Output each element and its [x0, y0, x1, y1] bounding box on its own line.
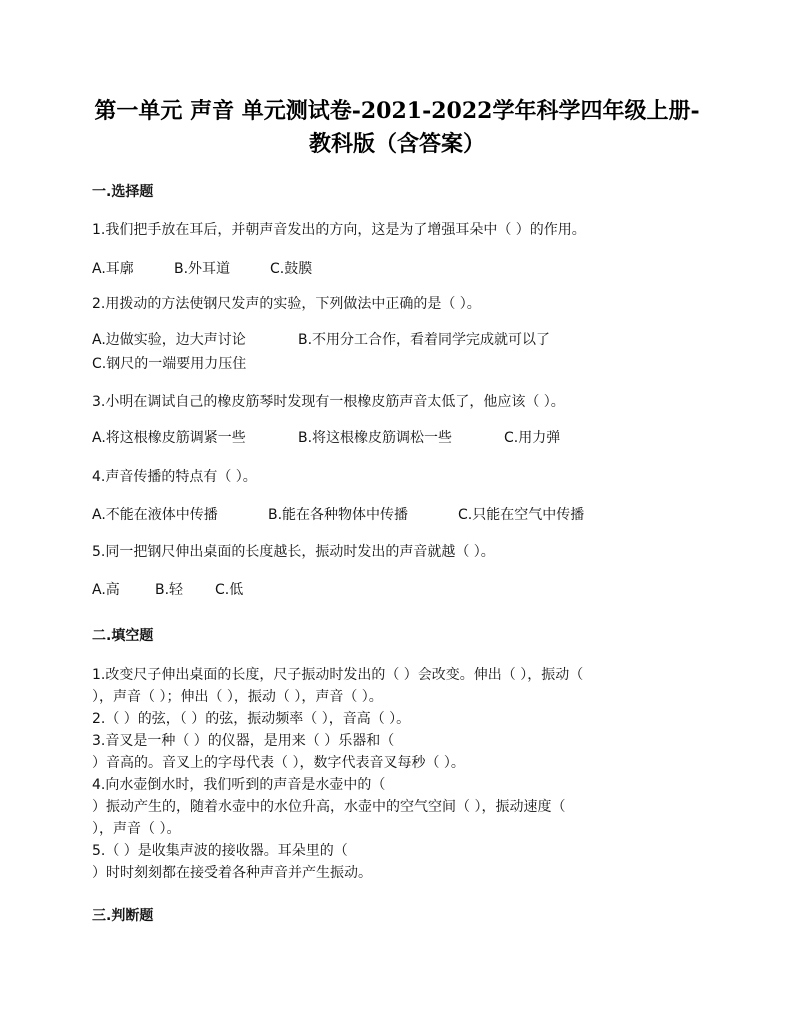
question-options [92, 580, 243, 600]
option-c: C.只能在空气中传播 [458, 507, 585, 523]
question-options [92, 505, 584, 525]
fill-line: ），声音（ ）。 [92, 821, 181, 837]
option-c: C.用力弹 [504, 430, 561, 446]
question-options [92, 259, 312, 279]
question-options [92, 354, 246, 374]
question-options [92, 428, 560, 448]
option-b: B.将这根橡皮筋调松一些 [298, 430, 453, 446]
question-stem: 5.同一把钢尺伸出桌面的长度越长，振动时发出的声音就越（ ）。 [92, 544, 495, 560]
option-b: B.外耳道 [174, 261, 231, 277]
question-stem: 1.我们把手放在耳后，并朝声音发出的方向，这是为了增强耳朵中（ ）的作用。 [92, 222, 586, 238]
option-a: A.不能在液体中传播 [92, 507, 218, 523]
fill-line: 2.（ ）的弦，（ ）的弦，振动频率（ ），音高（ ）。 [92, 711, 411, 727]
section-heading-choice: 一.选择题 [92, 184, 154, 200]
fill-line: 5.（ ）是收集声波的接收器。耳朵里的（ [92, 843, 348, 859]
fill-line: ）振动产生的，随着水壶中的水位升高，水壶中的空气空间（ ），振动速度（ [92, 799, 566, 815]
question-stem: 3.小明在调试自己的橡皮筋琴时发现有一根橡皮筋声音太低了，他应该（ ）。 [92, 394, 565, 410]
document-title-line-2: 教科版（含答案） [308, 131, 485, 157]
option-a: A.将这根橡皮筋调紧一些 [92, 430, 246, 446]
option-c: C.低 [215, 582, 244, 598]
option-c: C.钢尺的一端要用力压住 [92, 356, 247, 372]
section-heading-fill: 二.填空题 [92, 628, 154, 644]
document-title-line-1: 第一单元 声音 单元测试卷-2021-2022学年科学四年级上册- [94, 98, 700, 124]
option-b: B.轻 [155, 582, 184, 598]
question-options [92, 330, 550, 350]
fill-line: ），声音（ ）；伸出（ ），振动（ ），声音（ ）。 [92, 689, 383, 705]
option-b: B.能在各种物体中传播 [268, 507, 409, 523]
question-stem: 2.用拨动的方法使钢尺发声的实验，下列做法中正确的是（ ）。 [92, 296, 481, 312]
option-a: A.耳廓 [92, 261, 134, 277]
fill-line: ）时时刻刻都在接受着各种声音并产生振动。 [92, 865, 372, 881]
option-a: A.高 [92, 582, 120, 598]
fill-line: 1.改变尺子伸出桌面的长度，尺子振动时发出的（ ）会改变。伸出（ ），振动（ [92, 667, 584, 683]
fill-line: 4.向水壶倒水时，我们听到的声音是水壶中的（ [92, 777, 386, 793]
fill-line: 3.音叉是一种（ ）的仪器，是用来（ ）乐器和（ [92, 733, 395, 749]
section-heading-judge: 三.判断题 [92, 908, 154, 924]
fill-line: ）音高的。音叉上的字母代表（ ），数字代表音叉每秒（ ）。 [92, 755, 465, 771]
option-c: C.鼓膜 [270, 261, 313, 277]
option-a: A.边做实验，边大声讨论 [92, 332, 246, 348]
option-b: B.不用分工合作，看着同学完成就可以了 [298, 332, 551, 348]
question-stem: 4.声音传播的特点有（ ）。 [92, 469, 257, 485]
